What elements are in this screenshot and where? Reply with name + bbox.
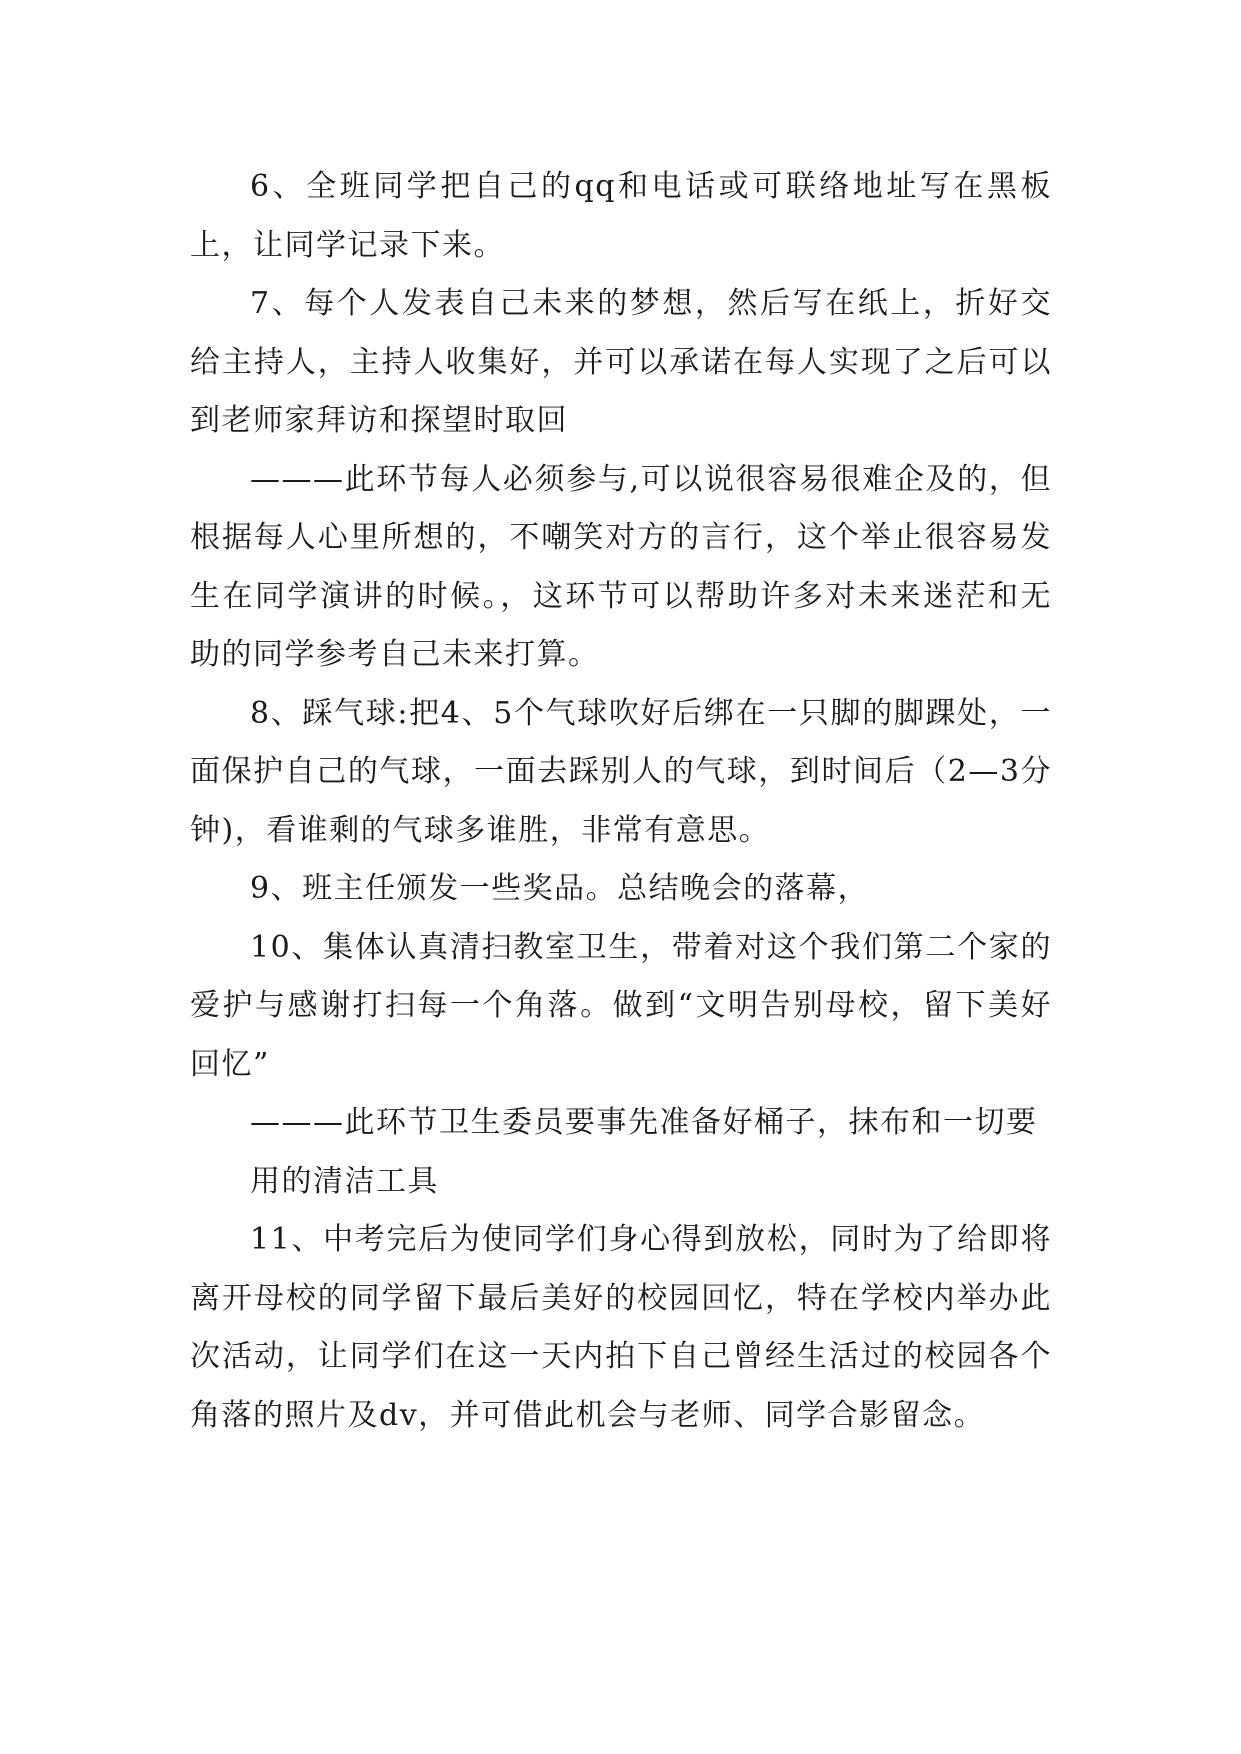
paragraph-item-8: 8、踩气球:把4、5个气球吹好后绑在一只脚的脚踝处，一面保护自己的气球，一面去踩别人的气球，到时间后（2—3分钟)，看谁剩的气球多谁胜，非常有意思。	[190, 695, 1052, 848]
paragraph-item-7: 7、每个人发表自己未来的梦想，然后写在纸上，折好交给主持人，主持人收集好，并可以承诺在每人实现了之后可以到老师家拜访和探望时取回	[190, 286, 1052, 438]
paragraph-item-11: 11、中考完后为使同学们身心得到放松，同时为了给即将离开母校的同学留下最后美好的校园回忆，特在学校内举办此次活动，让同学们在这一天内拍下自己曾经生活过的校园各个角落的照片及dv，并可借此机会与老师、同学合影留念。	[190, 1222, 1052, 1433]
paragraph-item-10-note-continued: 用的清洁工具	[250, 1163, 439, 1199]
paragraph-item-7-note: ———此环节每人必须参与,可以说很容易很难企及的，但根据每人心里所想的，不嘲笑对方的言行，这个举止很容易发生在同学演讲的时候。，这环节可以帮助许多对未来迷茫和无助的同学参考自己未来打算。	[190, 461, 1052, 672]
paragraph-item-10: 10、集体认真清扫教室卫生，带着对这个我们第二个家的爱护与感谢打扫每一个角落。做到“文明告别母校，留下美好回忆”	[190, 929, 1052, 1082]
paragraph-item-6: 6、全班同学把自己的qq和电话或可联络地址写在黑板上，让同学记录下来。	[190, 169, 1052, 263]
document-body	[190, 158, 1052, 1445]
paragraph-item-9: 9、班主任颁发一些奖品。总结晚会的落幕，	[250, 871, 870, 906]
paragraph-item-10-note: ———此环节卫生委员要事先准备好桶子，抹布和一切要	[250, 1105, 1038, 1140]
